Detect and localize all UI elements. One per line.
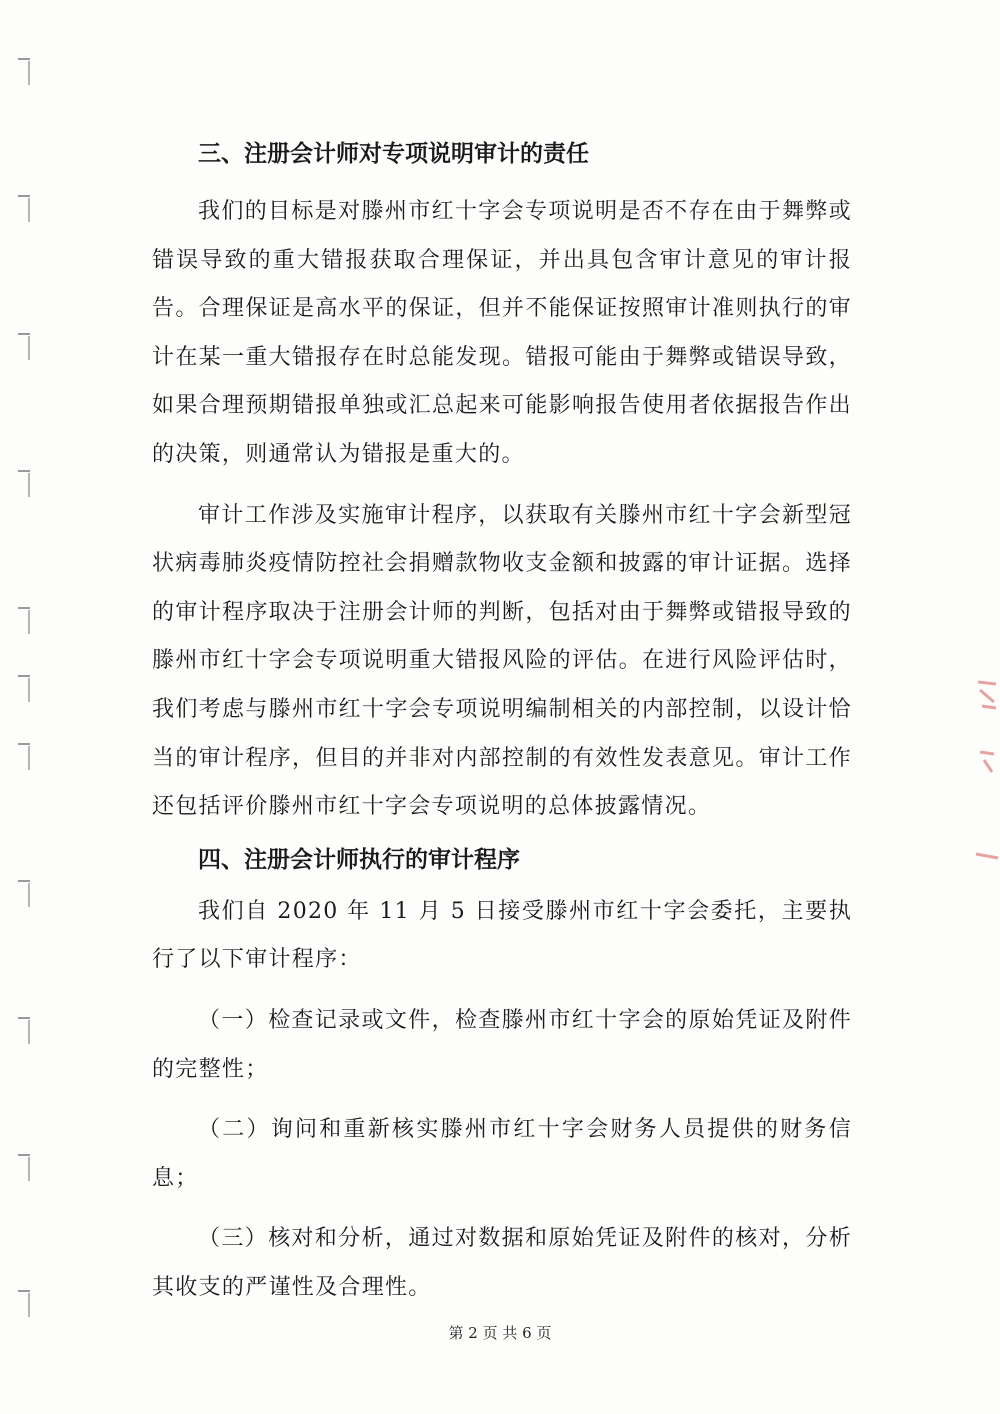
document-body: [152, 134, 852, 1312]
body-paragraph: 我们自 2020 年 11 月 5 日接受滕州市红十字会委托，主要执行了以下审计程序：: [152, 898, 852, 973]
list-item: （二）询问和重新核实滕州市红十字会财务人员提供的财务信息；: [152, 1117, 852, 1191]
list-item: （三）核对和分析，通过对数据和原始凭证及附件的核对，分析其收支的严谨性及合理性。: [152, 1226, 852, 1300]
list-item: （一）检查记录或文件，检查滕州市红十字会的原始凭证及附件的完整性；: [152, 1007, 852, 1082]
body-paragraph: 我们的目标是对滕州市红十字会专项说明是否不存在由于舞弊或错误导致的重大错报获取合理保证，并出具包含审计意见的审计报告。合理保证是高水平的保证，但并不能保证按照审计准则执行的审计在某一重大错报存在时总能发现。错报可能由于舞弊或错误导致，如果合理预期错报单独或汇总起来可能影响报告使用者依据报告作出的决策，则通常认为错报是重大的。: [152, 199, 852, 467]
seal-stamp-fragment: [970, 672, 1000, 879]
body-paragraph: 审计工作涉及实施审计程序，以获取有关滕州市红十字会新型冠状病毒肺炎疫情防控社会捐赠款物收支金额和披露的审计证据。选择的审计程序取决于注册会计师的判断，包括对由于舞弊或错报导致的滕州市红十字会专项说明重大错报风险的评估。在进行风险评估时，我们考虑与滕州市红十字会专项说明编制相关的内部控制，以设计恰当的审计程序，但目的并非对内部控制的有效性发表意见。审计工作还包括评价滕州市红十字会专项说明的总体披露情况。: [152, 502, 852, 820]
page-number: 第 2 页 共 6 页: [448, 1324, 552, 1342]
section-heading: 三、注册会计师对专项说明审计的责任: [198, 141, 589, 167]
section-heading: 四、注册会计师执行的审计程序: [198, 846, 520, 873]
